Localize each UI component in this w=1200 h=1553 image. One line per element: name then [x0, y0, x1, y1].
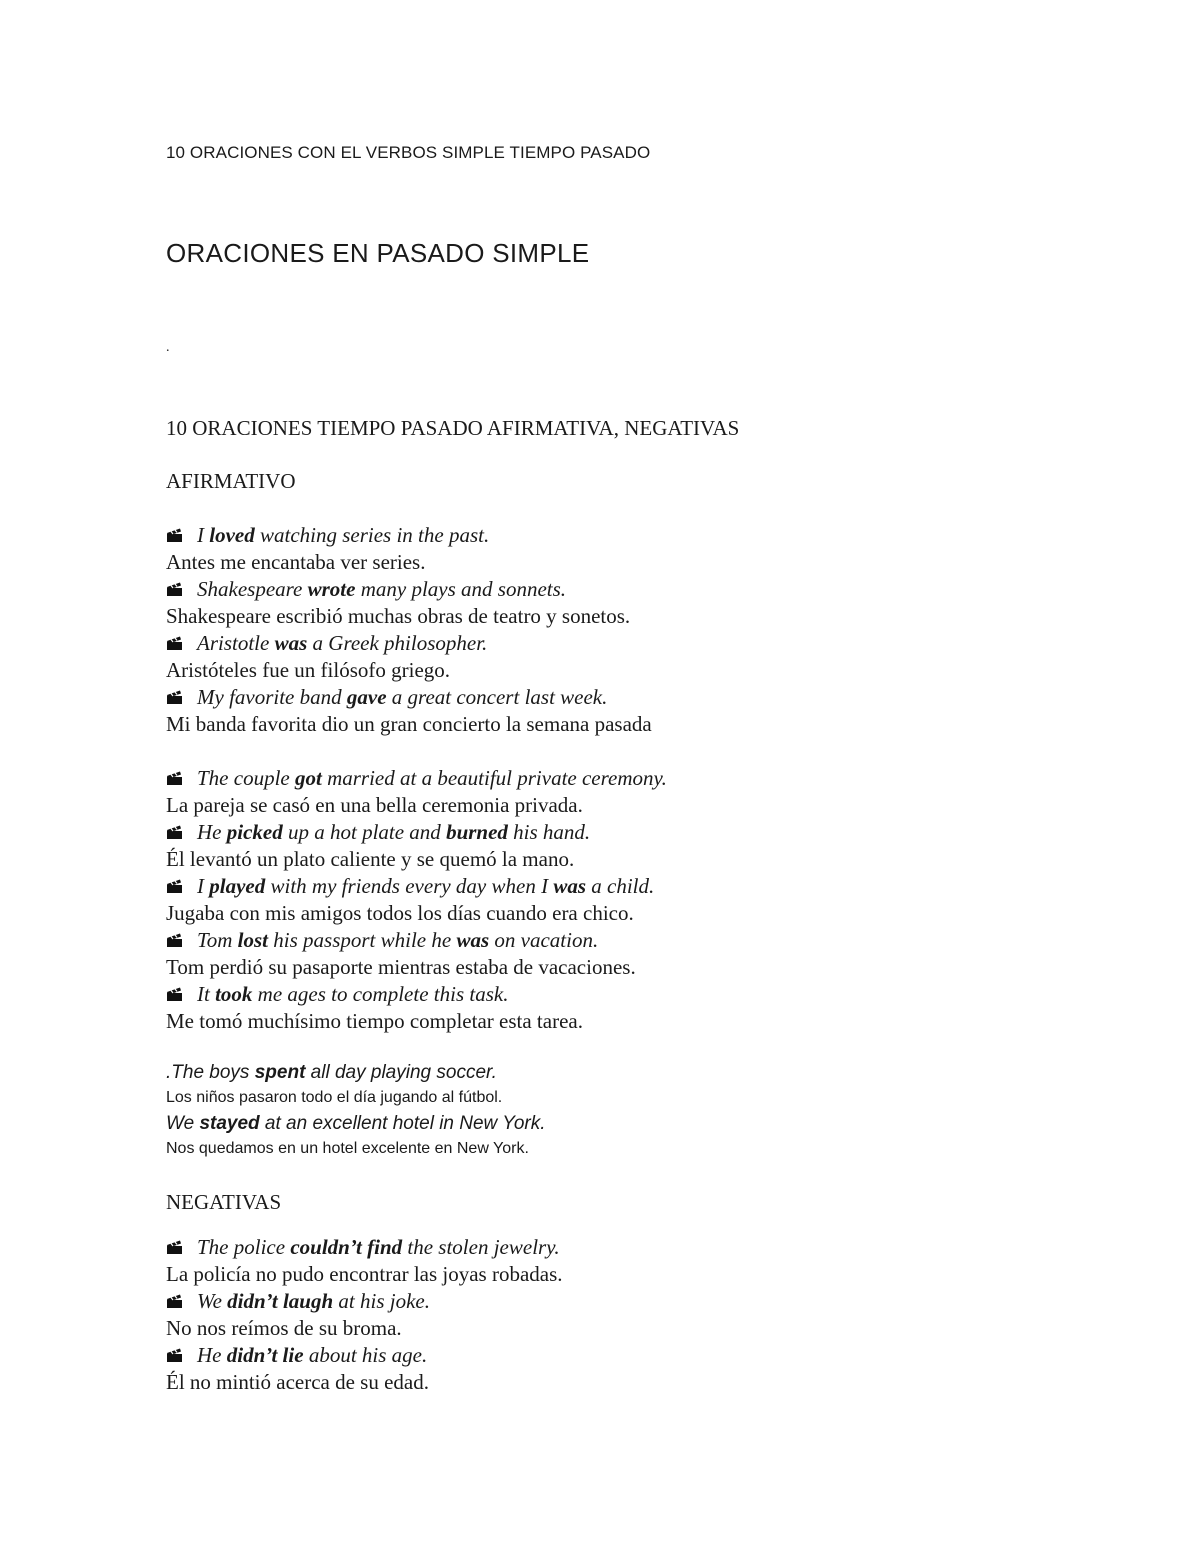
verb: gave — [346, 685, 387, 709]
clapperboard-icon — [166, 928, 183, 944]
verb: spent — [254, 1062, 306, 1083]
verb: didn’t lie — [226, 1343, 304, 1367]
sentence-es: No nos reímos de su broma. — [166, 1316, 402, 1340]
clapperboard-icon — [166, 631, 183, 647]
sentence-en: He didn’t lie about his age. — [166, 1342, 563, 1369]
sentence-es: Jugaba con mis amigos todos los días cuando era chico. — [166, 901, 634, 925]
sentence-en: Aristotle was a Greek philosopher. — [166, 630, 652, 657]
sentence-en: I played with my friends every day when I was a child. — [166, 873, 667, 900]
sentence-en: We didn’t laugh at his joke. — [166, 1288, 563, 1315]
sentence-en: Tom lost his passport while he was on vacation. — [166, 927, 667, 954]
affirmative-group-1 — [166, 522, 652, 738]
clapperboard-icon — [166, 1289, 183, 1305]
sentence-es: Shakespeare escribió muchas obras de teatro y sonetos. — [166, 604, 631, 628]
sentence-en: My favorite band gave a great concert last week. — [166, 684, 652, 711]
sentence-en: The couple got married at a beautiful private ceremony. — [166, 765, 667, 792]
verb: loved — [209, 523, 255, 547]
sentence-en: He picked up a hot plate and burned his hand. — [166, 819, 667, 846]
sentence-es: Mi banda favorita dio un gran concierto la semana pasada — [166, 712, 652, 736]
clapperboard-icon — [166, 523, 183, 539]
verb: stayed — [199, 1113, 260, 1134]
clapperboard-icon — [166, 820, 183, 836]
clapperboard-icon — [166, 982, 183, 998]
verb: picked — [226, 820, 283, 844]
clapperboard-icon — [166, 1235, 183, 1251]
verb: was — [274, 631, 308, 655]
subheading: 10 ORACIONES TIEMPO PASADO AFIRMATIVA, NEGATIVAS — [166, 416, 740, 440]
sentence-en: It took me ages to complete this task. — [166, 981, 667, 1008]
sentence-en: The police couldn’t find the stolen jewelry. — [166, 1234, 563, 1261]
sentence-es: Me tomó muchísimo tiempo completar esta tarea. — [166, 1009, 583, 1033]
sentence-es: La policía no pudo encontrar las joyas robadas. — [166, 1262, 563, 1286]
verb: burned — [446, 820, 508, 844]
affirmative-group-3 — [166, 1060, 546, 1162]
sentence-es: La pareja se casó en una bella ceremonia privada. — [166, 793, 583, 817]
clapperboard-icon — [166, 577, 183, 593]
negative-label: NEGATIVAS — [166, 1190, 282, 1214]
sentence-es: Él no mintió acerca de su edad. — [166, 1370, 429, 1394]
verb: was — [456, 928, 490, 952]
sentence-en: I loved watching series in the past. — [166, 522, 652, 549]
affirmative-label: AFIRMATIVO — [166, 469, 296, 493]
sentence-es: Antes me encantaba ver series. — [166, 550, 426, 574]
verb: got — [294, 766, 322, 790]
verb: didn’t laugh — [227, 1289, 334, 1313]
sentence-es: Aristóteles fue un filósofo griego. — [166, 658, 451, 682]
verb: played — [209, 874, 266, 898]
negative-group — [166, 1234, 563, 1396]
clapperboard-icon — [166, 874, 183, 890]
sentence-es: Los niños pasaron todo el día jugando al fútbol. — [166, 1089, 503, 1106]
sentence-es: Nos quedamos en un hotel excelente en New York. — [166, 1140, 529, 1157]
clapperboard-icon — [166, 685, 183, 701]
sentence-es: Tom perdió su pasaporte mientras estaba de vacaciones. — [166, 955, 636, 979]
sentence-es: Él levantó un plato caliente y se quemó la mano. — [166, 847, 575, 871]
clapperboard-icon — [166, 1343, 183, 1359]
sentence-en: Shakespeare wrote many plays and sonnets. — [166, 576, 652, 603]
verb: wrote — [307, 577, 356, 601]
verb: was — [553, 874, 587, 898]
clapperboard-icon — [166, 766, 183, 782]
main-heading: ORACIONES EN PASADO SIMPLE — [166, 238, 590, 268]
affirmative-group-2 — [166, 765, 667, 1035]
sentence-en: We stayed at an excellent hotel in New York. — [166, 1113, 546, 1134]
top-title: 10 ORACIONES CON EL VERBOS SIMPLE TIEMPO PASADO — [166, 143, 651, 162]
sentence-en: .The boys spent all day playing soccer. — [166, 1062, 497, 1083]
verb: took — [215, 982, 253, 1006]
dot-marker: . — [166, 340, 170, 355]
verb: lost — [237, 928, 269, 952]
verb: couldn’t find — [290, 1235, 403, 1259]
